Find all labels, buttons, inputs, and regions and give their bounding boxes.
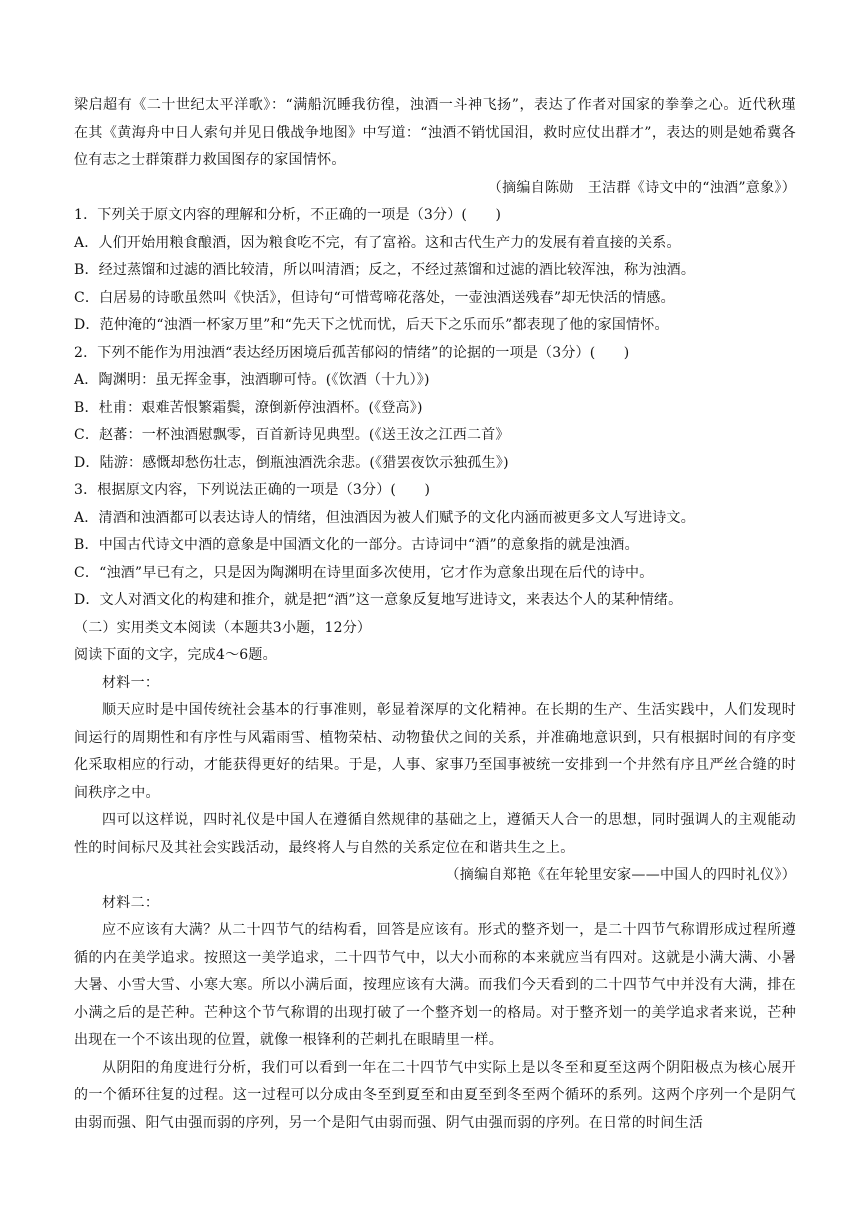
question-1-option-c: C．白居易的诗歌虽然叫《快活》，但诗句“可惜莺啼花落处，一壶浊酒送残春”却无快活的情感。 xyxy=(74,289,675,306)
question-3 xyxy=(74,477,796,615)
material1-paragraph-2: 四可以这样说，四时礼仪是中国人在遵循自然规律的基础之上，遵循天人合一的思想，同时强调人的主观能动性的时间标尺及其社会实践活动，最终将人与自然的关系定位在和谐共生之上。 xyxy=(74,812,796,856)
question-1-stem: 1．下列关于原文内容的理解和分析，不正确的一项是（3分）( ) xyxy=(74,207,502,223)
question-3-option-b: B．中国古代诗文中酒的意象是中国酒文化的一部分。古诗词中“酒”的意象指的就是浊酒。 xyxy=(74,537,639,553)
passage1-source: （摘编自陈勋 王洁群《诗文中的“浊酒”意象》） xyxy=(487,179,796,196)
question-1-option-b: B．经过蒸馏和过滤的酒比较清，所以叫清酒；反之，不经过蒸馏和过滤的酒比较浑浊，称为浊酒。 xyxy=(74,262,696,278)
question-2-option-d: D．陆游：感慨却愁伤壮志，倒瓶浊酒洗余悲。(《猎罢夜饮示独孤生》) xyxy=(74,454,509,471)
question-1-option-a: A．人们开始用粮食酿酒，因为粮食吃不完，有了富裕。这和古代生产力的发展有着直接的关系。 xyxy=(74,234,681,251)
material2-paragraph-1: 应不应该有大满？从二十四节气的结构看，回答是应该有。形式的整齐划一，是二十四节气称谓形成过程所遵循的内在美学追求。按照这一美学追求，二十四节气中，以大小而称的本来就应当有四对。这就是小满大满、小暑大暑、小雪大雪、小寒大寒。所以小满后面，按理应该有大满。而我们今天看到的二十四节气中并没有大满，排在小满之后的是芒种。芒种这个节气称谓的出现打破了一个整齐划一的格局。对于整齐划一的美学追求者来说，芒种出现在一个不该出现的位置，就像一根锋利的芒刺扎在眼睛里一样。 xyxy=(74,922,796,1048)
material1-paragraph-1: 顺天应时是中国传统社会基本的行事准则，彰显着深厚的文化精神。在长期的生产、生活实践中，人们发现时间运行的周期性和有序性与风霜雨雪、植物荣枯、动物蛰伏之间的关系，并准确地意识到，只有根据时间的有序变化采取相应的行动，才能获得更好的结果。于是，人事、家事乃至国事被统一安排到一个井然有序且严丝合缝的时间秩序之中。 xyxy=(74,702,796,801)
question-2-option-c: C．赵蕃：一杯浊酒慰飘零，百首新诗见典型。(《送王汝之江西二首》 xyxy=(74,427,510,443)
question-3-option-c: C．“浊酒”早已有之，只是因为陶渊明在诗里面多次使用，它才作为意象出现在后代的诗中。 xyxy=(74,564,654,581)
material1-source: （摘编自郑艳《在年轮里安家——中国人的四时礼仪》） xyxy=(445,867,796,883)
section2-heading: （二）实用类文本阅读（本题共3小题，12分） xyxy=(74,619,372,636)
question-2-option-b: B．杜甫：艰难苦恨繁霜鬓，潦倒新停浊酒杯。(《登高》) xyxy=(74,399,423,416)
question-2-option-a: A．陶渊明：虽无挥金事，浊酒聊可恃。(《饮酒（十九）》) xyxy=(74,372,430,388)
passage1-paragraph: 梁启超有《二十世纪太平洋歌》：“满船沉睡我彷徨，浊酒一斗神飞扬”，表达了作者对国家的拳拳之心。近代秋瑾在其《黄海舟中日人索句并见日俄战争地图》中写道：“浊酒不销忧国泪，救时应仗出群才”，表达的则是她希冀各位有志之士群策群力救国图存的家国情怀。 xyxy=(74,97,796,168)
material1-label: 材料一： xyxy=(102,674,160,691)
section2-instruction: 阅读下面的文字，完成4～6题。 xyxy=(74,647,277,663)
question-3-option-a: A．清酒和浊酒都可以表达诗人的情绪，但浊酒因为被人们赋予的文化内涵而被更多文人写进诗文。 xyxy=(74,509,695,526)
question-1-option-d: D．范仲淹的“浊酒一杯家万里”和“先天下之忧而忧，后天下之乐而乐”都表现了他的家国情怀。 xyxy=(74,317,669,333)
document-page xyxy=(74,92,796,1137)
question-3-option-d: D．文人对酒文化的构建和推介，就是把“酒”这一意象反复地写进诗文，来表达个人的某种情绪。 xyxy=(74,592,683,608)
question-2-stem: 2．下列不能作为用浊酒“表达经历困境后孤苦郁闷的情绪”的论据的一项是（3分）( ) xyxy=(74,344,630,361)
question-2 xyxy=(74,340,796,478)
question-1 xyxy=(74,202,796,340)
question-3-stem: 3．根据原文内容，下列说法正确的一项是（3分）( ) xyxy=(74,482,431,498)
material2-label: 材料二： xyxy=(102,894,160,911)
material2-paragraph-2: 从阴阳的角度进行分析，我们可以看到一年在二十四节气中实际上是以冬至和夏至这两个阴阳极点为核心展开的一个循环往复的过程。这一过程可以分成由冬至到夏至和由夏至到冬至两个循环的系列。这两个序列一个是阴气由弱而强、阳气由强而弱的序列，另一个是阳气由弱而强、阴气由强而弱的序列。在日常的时间生活 xyxy=(74,1059,796,1131)
